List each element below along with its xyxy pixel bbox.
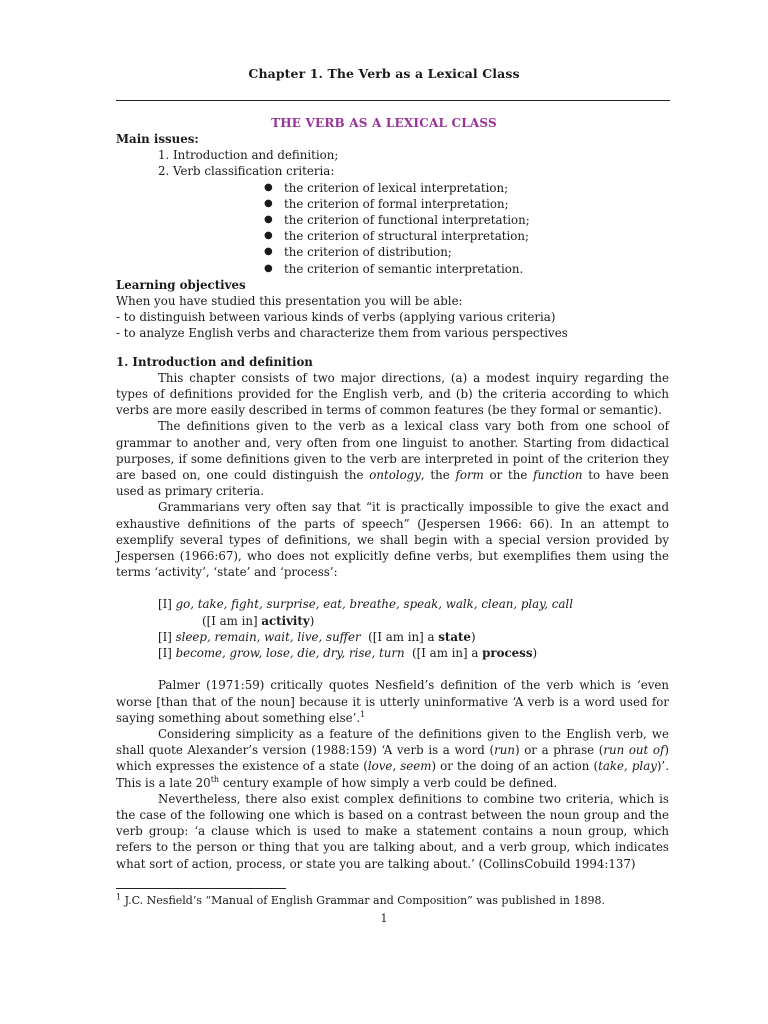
learning-objectives-intro: When you have studied this presentation you will be able: bbox=[116, 294, 463, 309]
main-issues-heading: Main issues: bbox=[116, 132, 199, 146]
bullet-icon: ● bbox=[264, 246, 273, 258]
paragraph: Grammarians very often say that “it is practically impossible to give the exact and exhaustive definitions of the parts of speech” (Jespersen 1966: 66). In an attempt to exemplify several types of definitions, we shall begin with a special version provided by Jespersen (1966:67), who does not explicitly define verbs, but exemplifies them using the terms ‘activity’, ‘state’ and ‘process’: bbox=[116, 500, 669, 580]
main-issue-item: 1. Introduction and definition; bbox=[158, 148, 339, 163]
example-line: [I] sleep, remain, wait, live, suffer ([I am in] a state) bbox=[158, 629, 476, 644]
chapter-header: Chapter 1. The Verb as a Lexical Class bbox=[248, 66, 520, 81]
example-line: [I] become, grow, lose, die, dry, rise, turn ([I am in] a process) bbox=[158, 646, 538, 661]
learning-objective-item: - to analyze English verbs and characterize them from various perspectives bbox=[116, 326, 568, 341]
footnote: $^1$ J.C. Nesfield’s “Manual of English Grammar and Composition” was published in 1898. bbox=[116, 892, 605, 907]
bullet-icon: ● bbox=[264, 214, 273, 226]
learning-objective-item: - to distinguish between various kinds of verbs (applying various criteria) bbox=[116, 310, 556, 325]
footnote-divider bbox=[116, 888, 286, 889]
header-divider bbox=[116, 100, 670, 101]
paragraph: Palmer (1971:59) critically quotes Nesfield’s definition of the verb which is ‘even worse [than that of the noun] because it is utterly uninformative ‘A verb is a word used for saying something about something else’.$^1$ bbox=[116, 678, 669, 725]
criteria-item: ● the criterion of formal interpretation; bbox=[264, 196, 509, 211]
section-heading: 1. Introduction and definition bbox=[116, 354, 313, 369]
example-line: ([I am in] activity) bbox=[202, 613, 315, 628]
main-issue-item: 2. Verb classification criteria: bbox=[158, 164, 335, 179]
paragraph: Nevertheless, there also exist complex definitions to combine two criteria, which is the case of the following one which is based on a contrast between the noun group and the verb group: ‘a clause which is used to make a statement contains a noun group, which refers to the person or thing that you are talking about, and a verb group, which indicates what sort of action, process, or state you are talking about.’ (CollinsCobuild 1994:137) bbox=[116, 791, 669, 871]
paragraph: The definitions given to the verb as a lexical class vary both from one school of grammar to another and, very often from one linguist to another. Starting from didactical purposes, if some definitions given to the verb are interpreted in point of the criterion they are based on, one could distinguish the ontology, the form or the function to have been used as primary criteria. bbox=[116, 419, 669, 499]
paragraph: Considering simplicity as a feature of the definitions given to the English verb, we shall quote Alexander’s version (1988:159) ‘A verb is a word (run) or a phrase (run out of) which expresses the existence of a state (love, seem) or the doing of an action (take, play)’. This is a late 20th century example of how simply a verb could be defined. bbox=[116, 726, 670, 790]
example-line: [I] go, take, fight, surprise, eat, breathe, speak, walk, clean, play, call bbox=[158, 597, 573, 612]
bullet-icon: ● bbox=[264, 262, 273, 274]
bullet-icon: ● bbox=[264, 197, 273, 209]
bullet-icon: ● bbox=[264, 230, 273, 242]
criteria-item: ● the criterion of distribution; bbox=[264, 245, 452, 260]
main-content bbox=[116, 131, 669, 872]
criteria-item: ● the criterion of functional interpretation; bbox=[264, 213, 530, 228]
page-number: 1 bbox=[380, 912, 388, 925]
criteria-list bbox=[116, 180, 669, 277]
criteria-item: ● the criterion of semantic interpretation. bbox=[264, 261, 524, 276]
criteria-item: ● the criterion of lexical interpretation; bbox=[264, 180, 509, 195]
document-title: THE VERB AS A LEXICAL CLASS bbox=[271, 116, 497, 130]
bullet-icon: ● bbox=[264, 181, 273, 193]
criteria-item: ● the criterion of structural interpretation; bbox=[264, 229, 529, 244]
learning-objectives-heading: Learning objectives bbox=[116, 277, 246, 292]
footnote-mark: 1 bbox=[116, 892, 122, 902]
paragraph: This chapter consists of two major directions, (a) a modest inquiry regarding the types of definitions provided for the English verb, and (b) the criteria according to which verbs are more easily described in terms of common features (be they formal or semantic). bbox=[116, 370, 669, 418]
footnote-ref[interactable]: 1 bbox=[360, 709, 366, 719]
